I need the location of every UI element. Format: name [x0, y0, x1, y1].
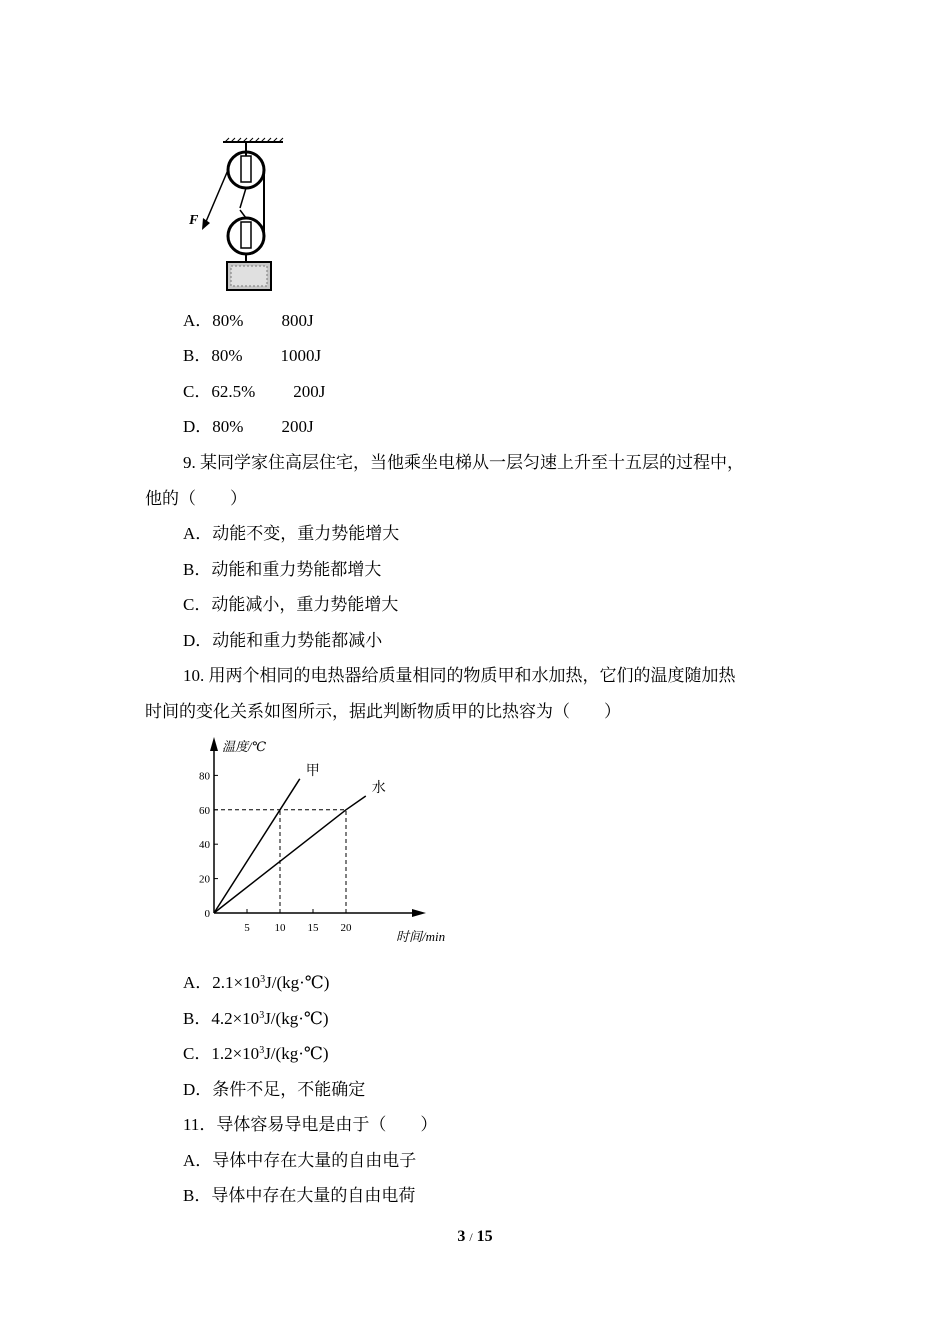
option-base: 4.2×10 [211, 1009, 260, 1028]
option-text: 动能和重力势能都增大 [211, 560, 382, 579]
x-tick-label: 10 [274, 922, 286, 934]
y-tick-label: 80 [199, 770, 210, 783]
option-letter: B． [183, 560, 212, 579]
option-letter: D． [183, 417, 213, 436]
x-axis-label: 时间/min [396, 929, 446, 944]
x-tick-label: 15 [307, 922, 319, 934]
option-value-2: 1000J [280, 346, 322, 365]
x-axis-arrow [412, 909, 426, 917]
q10-option-a[interactable] [183, 972, 329, 994]
option-value-1: 62.5% [211, 382, 256, 401]
option-exponent: 3 [260, 974, 266, 985]
q10-stem-line-1: 10. 用两个相同的电热器给质量相同的物质甲和水加热，它们的温度随加热 [183, 666, 736, 685]
option-value-2: 200J [293, 382, 326, 401]
temperature-time-chart [190, 735, 460, 955]
q8-option-c[interactable] [183, 381, 325, 403]
y-tick-label: 40 [199, 839, 210, 852]
option-letter: A． [183, 1151, 213, 1170]
y-axis-arrow [210, 737, 218, 751]
x-tick-label: 20 [340, 922, 352, 934]
q10-option-c[interactable] [183, 1043, 329, 1065]
option-exponent: 3 [259, 1010, 265, 1021]
q10-stem-line-2: 时间的变化关系如图所示，据此判断物质甲的比热容为（ ） [145, 702, 621, 721]
option-letter: C． [183, 382, 212, 401]
option-value-1: 80% [211, 346, 243, 365]
option-letter: B． [183, 346, 212, 365]
series-label: 甲 [305, 763, 320, 779]
series-line-甲 [214, 779, 300, 913]
option-letter: A． [183, 973, 213, 992]
y-tick-label: 60 [199, 804, 210, 817]
series-line-水 [214, 796, 366, 913]
option-unit: J/(kg·℃) [264, 1044, 329, 1063]
y-axis-label: 温度/℃ [222, 739, 267, 754]
q9-option-c[interactable] [183, 594, 398, 616]
option-exponent: 3 [259, 1045, 265, 1056]
q8-option-d[interactable] [183, 416, 314, 438]
q9-option-b[interactable] [183, 559, 381, 581]
x-tick-label: 5 [244, 922, 250, 934]
option-letter: A． [183, 311, 213, 330]
q9-option-a[interactable] [183, 523, 399, 545]
option-letter: D． [183, 1080, 213, 1099]
option-text: 导体中存在大量的自由电荷 [211, 1186, 416, 1205]
option-text: 动能和重力势能都减小 [212, 631, 383, 650]
q11-option-a[interactable] [183, 1150, 416, 1172]
option-value-2: 800J [281, 311, 314, 330]
option-letter: A． [183, 524, 213, 543]
option-value-2: 200J [281, 417, 314, 436]
option-text: 导体中存在大量的自由电子 [212, 1151, 417, 1170]
option-text: 动能不变，重力势能增大 [212, 524, 400, 543]
q11-stem: 11．导体容易导电是由于（ ） [183, 1115, 438, 1134]
option-base: 1.2×10 [211, 1044, 260, 1063]
q8-option-a[interactable] [183, 310, 314, 332]
option-unit: J/(kg·℃) [265, 973, 330, 992]
option-text: 动能减小，重力势能增大 [211, 595, 399, 614]
q9-option-d[interactable] [183, 630, 382, 652]
option-letter: D． [183, 631, 213, 650]
y-tick-label: 0 [204, 908, 210, 920]
option-letter: C． [183, 1044, 212, 1063]
q10-option-d[interactable] [183, 1079, 365, 1101]
q10-option-b[interactable] [183, 1008, 329, 1030]
option-unit: J/(kg·℃) [264, 1009, 329, 1028]
force-label: F [189, 213, 199, 228]
option-value-1: 80% [212, 311, 244, 330]
option-value-1: 80% [212, 417, 244, 436]
option-letter: C． [183, 595, 212, 614]
q11-option-b[interactable] [183, 1185, 415, 1207]
option-letter: B． [183, 1009, 212, 1028]
q8-option-b[interactable] [183, 345, 321, 367]
total-pages: 15 [476, 1228, 493, 1245]
y-tick-label: 20 [199, 873, 210, 886]
series-label: 水 [371, 781, 386, 797]
option-letter: B． [183, 1186, 212, 1205]
page-separator: / [469, 1230, 473, 1244]
option-text: 条件不足，不能确定 [212, 1080, 366, 1099]
option-base: 2.1×10 [212, 973, 261, 992]
q9-stem-line-2: 他的（ ） [145, 489, 247, 508]
page-number [0, 1228, 950, 1246]
q9-stem-line-1: 9. 某同学家住高层住宅，当他乘坐电梯从一层匀速上升至十五层的过程中， [183, 453, 744, 472]
pulley-figure [185, 138, 295, 298]
current-page: 3 [457, 1228, 466, 1245]
